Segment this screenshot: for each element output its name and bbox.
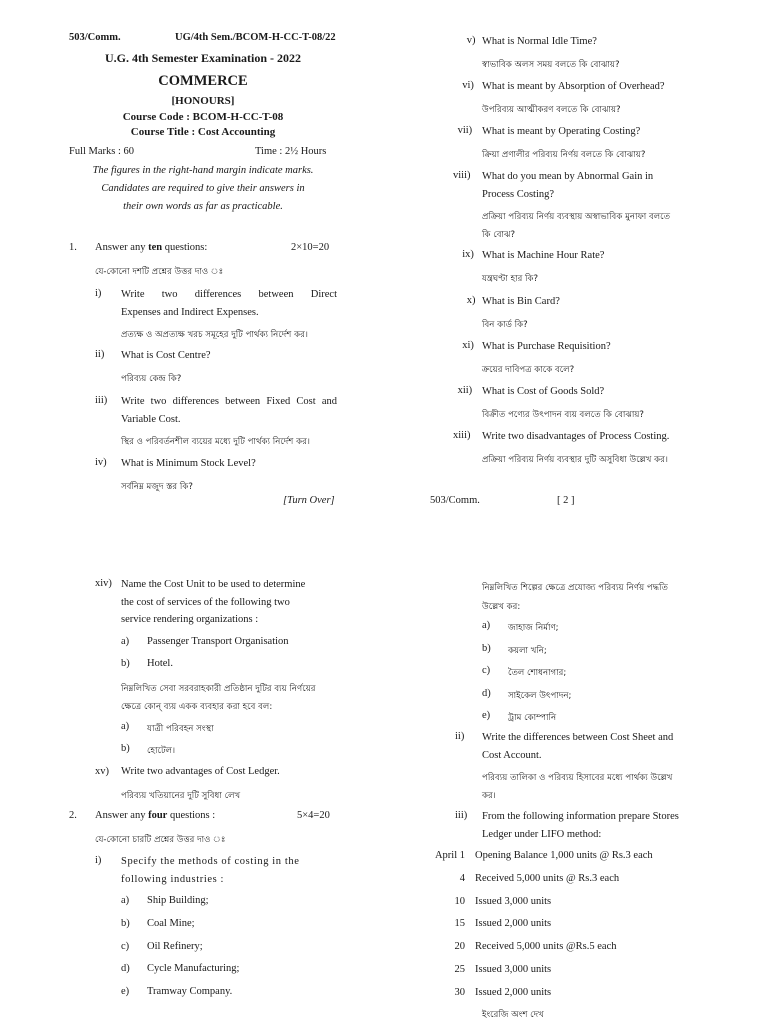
question-text-bn: পরিব্যয় কেন্দ্র কি? [121, 373, 182, 384]
option-label: a) [121, 895, 130, 906]
turn-over: [Turn Over] [283, 495, 335, 506]
instruction-line: The figures in the right-hand margin indicate marks. [92, 165, 314, 176]
question-text [482, 383, 704, 401]
ledger-entry: Issued 2,000 units [475, 986, 552, 998]
question-number: v) [466, 35, 476, 46]
question-text [482, 168, 704, 203]
question-text-bn: কর। [482, 791, 496, 801]
question-text [482, 428, 704, 446]
page-number: [ 2 ] [557, 495, 575, 506]
ledger-date: 30 [454, 986, 465, 998]
question-number: ii) [95, 349, 105, 360]
question-text-bn: প্রক্রিয়া পরিব্যয় নির্ণয় ব্যবস্থায় অস্বাভাবিক মুনাফা বলতে [482, 212, 671, 222]
option-label: c) [121, 940, 130, 952]
question-text: Name the Cost Unit to be used to determine the cost of services of the following two service rendering organizations : [121, 579, 306, 625]
question-marks: 2×10=20 [291, 242, 330, 253]
ledger-date: 15 [454, 918, 465, 930]
question-number: ix) [462, 249, 474, 260]
question-line: Write two differences between Fixed Cost and [121, 396, 337, 407]
question-number: xiv) [95, 578, 112, 589]
ledger-date: 25 [454, 964, 465, 975]
ledger-entry: Issued 3,000 units [475, 964, 552, 975]
question-line: What is Cost of Goods Sold? [482, 386, 605, 397]
question-number: xii) [457, 385, 473, 396]
question-text-bn: বিক্রীত পণ্যের উৎপাদন ব্যয় বলতে কি বোঝায়? [482, 409, 644, 420]
question-text [482, 33, 704, 51]
question-line: What is Normal Idle Time? [482, 36, 597, 47]
question-text [482, 123, 704, 141]
course-ref: UG/4th Sem./BCOM-H-CC-T-08/22 [175, 32, 336, 43]
time-allowed: Time : 2½ Hours [255, 146, 327, 157]
footer-paper-code: 503/Comm. [430, 495, 480, 506]
option-text: Cycle Manufacturing; [147, 963, 240, 975]
question-text-bn: পরিব্যয় খতিয়ানের দুটি সুবিধা লেখ [121, 791, 241, 801]
question-text [482, 338, 704, 356]
question-line: Write two disadvantages of Process Costing. [482, 431, 670, 442]
question-number: xi) [462, 340, 474, 351]
option-text-bn: তৈল শোধনাগার; [508, 668, 567, 678]
option-label: e) [482, 710, 491, 721]
question-text-bn: নিম্নলিখিত শিল্পের ক্ষেত্রে প্রযোজ্য পরিব্যয় নির্ণয় পদ্ধতি [482, 583, 668, 593]
question-instruction: Answer any four questions : [95, 810, 216, 821]
question-text-bn: সর্বনিম্ন মজুদ স্তর কি? [121, 481, 193, 492]
option-text: Hotel. [147, 658, 173, 669]
question-line: What is Purchase Requisition? [482, 341, 611, 352]
ledger-date: 20 [454, 941, 465, 953]
option-label: b) [121, 743, 130, 754]
option-label: a) [121, 721, 130, 732]
question-marks: 5×4=20 [297, 810, 330, 821]
question-text [121, 347, 337, 365]
option-label: b) [121, 658, 130, 669]
question-number: 2. [69, 810, 77, 821]
full-marks: Full Marks : 60 [69, 146, 135, 157]
exam-title: U.G. 4th Semester Examination - 2022 [104, 51, 302, 65]
ledger-entry: Issued 2,000 units [475, 918, 552, 930]
course-title: Course Title : Cost Accounting [130, 126, 276, 138]
option-text: Ship Building; [147, 895, 209, 906]
question-line: What is meant by Operating Costing? [482, 126, 641, 137]
option-label: e) [121, 986, 130, 998]
ledger-entry: Received 5,000 units @ Rs.3 each [475, 872, 620, 884]
option-text-bn: যাত্রী পরিবহন সংস্থা [147, 724, 214, 734]
question-text-bn: পরিব্যয় তালিকা ও পরিব্যয় হিসাবের মধ্যে পার্থক্য উল্লেখ [482, 773, 673, 783]
question-line: What is Bin Card? [482, 296, 560, 307]
footer-note-bn: ইংরেজি অংশ দেখ [482, 1010, 544, 1020]
question-number: xv) [95, 766, 109, 777]
question-text-bn: স্বাভাবিক অলস সময় বলতে কি বোঝায়? [482, 59, 620, 70]
question-line: Variable Cost. [121, 413, 181, 425]
option-label: d) [482, 687, 491, 699]
option-text-bn: হোটেল। [147, 746, 176, 756]
question-text [121, 286, 337, 321]
question-line: Expenses and Indirect Expenses. [121, 306, 259, 318]
question-text [121, 393, 337, 428]
question-text-bn: বিন কার্ড কি? [482, 319, 528, 330]
question-number: i) [95, 288, 102, 299]
paper-code: 503/Comm. [69, 32, 121, 43]
question-text: Write the differences between Cost Sheet and Cost Account. [482, 732, 674, 761]
question-line: Process Costing? [482, 188, 555, 200]
option-text: Tramway Company. [147, 986, 233, 998]
question-text-bn: স্থির ও পরিবর্তনশীল ব্যয়ের মধ্যে দুটি পার্থক্য নির্দেশ কর। [121, 437, 310, 447]
option-label: a) [482, 620, 491, 631]
question-line: What do you mean by Abnormal Gain in [482, 171, 654, 182]
course-code: Course Code : BCOM-H-CC-T-08 [122, 111, 284, 123]
question-number: vi) [462, 80, 474, 91]
question-text [482, 78, 704, 96]
ledger-entry: Opening Balance 1,000 units @ Rs.3 each [475, 850, 653, 861]
ledger-date: April 1 [434, 850, 465, 861]
question-line: What is Cost Centre? [121, 350, 211, 361]
question-number: iii) [95, 395, 108, 406]
ledger-date: 4 [459, 872, 465, 884]
option-label: a) [121, 636, 130, 647]
question-text [121, 455, 337, 473]
question-instruction-bn: যে-কোনো দশটি প্রশ্নের উত্তর দাও ঃ [95, 267, 224, 277]
question-line: Write two differences between Direct [121, 289, 337, 300]
option-text-bn: সাইকেল উৎপাদন; [508, 690, 572, 701]
question-number: iv) [95, 457, 107, 468]
question-number: iii) [455, 810, 468, 821]
ledger-date: 10 [454, 895, 465, 907]
option-text-bn: ট্রাম কোম্পানি [508, 713, 557, 723]
question-number: xiii) [453, 430, 471, 441]
question-text-bn: যন্ত্রঘণ্টা হার কি? [482, 273, 539, 284]
question-number: 1. [69, 242, 77, 253]
question-number: vii) [457, 125, 473, 136]
question-number: i) [95, 855, 102, 866]
question-text: Write two advantages of Cost Ledger. [121, 766, 280, 777]
question-text: Specify the methods of costing in the following industries : [121, 856, 300, 885]
option-text: Coal Mine; [147, 917, 195, 929]
option-label: d) [121, 963, 130, 975]
question-text-bn: নিম্নলিখিত সেবা সরবরাহকারী প্রতিষ্ঠান দুটির ব্যয় নির্ণয়ের [121, 684, 316, 694]
option-label: b) [121, 917, 130, 929]
question-number: ii) [455, 731, 465, 742]
option-label: c) [482, 665, 491, 676]
option-text-bn: জাহাজ নির্মাণ; [508, 623, 559, 633]
honours-label: [HONOURS] [171, 95, 235, 107]
subject-title: COMMERCE [158, 73, 248, 89]
question-instruction: Answer any ten questions: [95, 242, 208, 253]
question-instruction-bn: যে-কোনো চারটি প্রশ্নের উত্তর দাও ঃ [95, 835, 226, 845]
question-text-bn: ক্ষেত্রে কোন্ ব্যয় একক ব্যবহার করা হবে বল: [121, 702, 273, 712]
ledger-entry: Received 5,000 units @Rs.5 each [475, 941, 617, 953]
question-text-bn: উপরিব্যয় আত্মীকরণ বলতে কি বোঝায়? [482, 104, 621, 115]
question-number: viii) [453, 170, 471, 181]
question-line: What is meant by Absorption of Overhead? [482, 81, 665, 92]
question-text-bn: প্রক্রিয়া পরিব্যয় নির্ণয় ব্যবস্থার দুটি অসুবিধা উল্লেখ কর। [482, 454, 668, 465]
question-text-bn: ক্রিয়া প্রণালীর পরিব্যয় নির্ণয় বলতে কি বোঝায়? [482, 149, 646, 160]
question-text-bn: ক্রয়ের দাবিপত্র কাকে বলে? [482, 364, 575, 375]
instruction-line: their own words as far as practicable. [123, 201, 283, 212]
question-text: From the following information prepare Stores Ledger under LIFO method: [482, 811, 679, 840]
question-number: x) [466, 295, 476, 306]
question-text-bn: কি বোঝ? [482, 230, 516, 240]
question-text [482, 247, 704, 265]
option-text-bn: কয়লা খনি; [508, 645, 547, 656]
option-label: b) [482, 642, 491, 654]
instruction-line: Candidates are required to give their answers in [101, 183, 305, 194]
question-text-bn: প্রত্যক্ষ ও অপ্রত্যক্ষ খরচ সমূহের দুটি পার্থক্য নির্দেশ কর। [121, 330, 308, 340]
question-line: What is Minimum Stock Level? [121, 458, 256, 469]
option-text: Oil Refinery; [147, 940, 203, 952]
question-text [482, 293, 704, 311]
question-line: What is Machine Hour Rate? [482, 250, 605, 261]
ledger-entry: Issued 3,000 units [475, 895, 552, 907]
option-text: Passenger Transport Organisation [147, 636, 289, 647]
question-text-bn: উল্লেখ কর: [482, 602, 521, 612]
